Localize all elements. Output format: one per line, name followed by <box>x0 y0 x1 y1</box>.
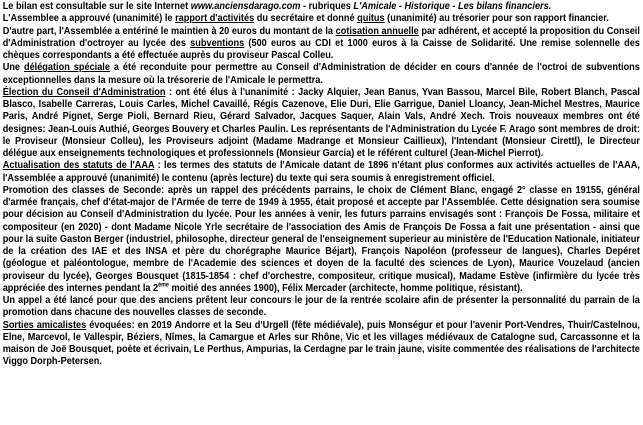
paragraph-text: (unanimité) au trésorier pour son rapport financier. <box>384 13 609 25</box>
paragraph-text: Promotion des classes de Seconde: après un rappel des précédents parrains, le choix de Clément Blanc, engagé 2° classe en 19155, général d'armée français, chef d'état-major de l'Armée de terre de 1949 à 1955, était proposé et accepte par l'Assemblée. Cette désignation sera soumise pour décision au Conseil d'Administration du lycée. Pour les années à venir, les futurs parrains envisagés sont : François De Fossa, militaire et compositeur (en 2020) - dont Madame Nicole Yrle secrétaire de l'association des Amis de François De Fossa a fait une présentation - ainsi que pour la suite Gaston Berger (industriel, philosophe, directeur general de l'enseignement superieur au ministère de l'Education Nationale, initiateur de la création des IAE et des INSA et père du chorégraphe Maurice Béjart), François Napoléon (professeur de langues), Charles Depéret (géologue et paléontologue, membre de l'Academie des sciences et doyen de la faculté des sciences de Lyon), Maurice Vouzelaud (ancien proviseur du lycée), Georges Bousquet (1815-1854 : chef d'orchestre, compositeur, critique musical), Madame Estève (infirmière du lycée très appréciée des internes pendant la 2 <box>2 184 640 294</box>
sorties-heading: Sorties amicalistes <box>2 319 87 331</box>
rapport-paragraph <box>3 13 640 25</box>
paragraph-text: moitié des années 1900), Félix Mercader (architecte, homme politique, résistant). <box>168 282 523 294</box>
rubriques-text: L'Amicale - Historique - Les bilans financiers. <box>353 1 552 12</box>
intro-text: - rubriques <box>300 1 354 12</box>
paragraph-text: par adhérent, et accepté la proposition du Conseil d'Administration d'octroyer au lycée des <box>2 25 640 49</box>
intro-text: Le bilan est consultable sur le site Internet <box>2 1 191 12</box>
cotisation-paragraph <box>3 26 640 63</box>
delegation-paragraph <box>3 62 640 87</box>
paragraph-text: : ont été élus à l'unanimité : Jacky Alquier, Jean Banus, Yvan Bassou, Marcel Bile, Robert Blanch, Pascal Blasco, Isabelle Carreras, Louis Carles, Michel Cavaillé, Régis Cazenove, Elie Duri, Elie Garrigue, Daniel Lloancy, Jean-Michel Mestres, Maurice Paris, André Pignet, Serge Pioli, Bernard Rieu, Gérard Salvador, Jacques Saquer, Alain Vals, André Xech. Trois nouveaux membres ont été designes: Jean-Louis Authié, Georges Bouvery et Charles Paulin. Les représentants de l'Administration du Lycée F. Arago sont membres de droit: le Proviseur (Monsieur Colleu), les Proviseurs adjoint (Madame Madrange et Monsieur Caillieux), l'Intendant (Monsieur Cirettl), le Directeur délégue aux enseignements technologiques et professionnels (Monsieur Garcia) et le référent culturel (Jean-Michel Pierrot). <box>2 86 640 159</box>
statuts-paragraph <box>3 160 640 185</box>
cotisation-heading: cotisation annuelle <box>335 25 419 37</box>
subventions-heading: subventions <box>190 37 245 49</box>
paragraph-text: D'autre part, l'Assemblée a entériné le maintien à 20 euros du montant de la <box>2 25 336 37</box>
paragraph-text: : les termes des statuts de l'Amicale datant de 1896 n'étant plus conformes aux activités actuelles de l'AAA, l'Assemblée a approuvé (unanimité) le contenu (après lecture) du texte qui sera soumis à enregistrement officiel. <box>2 160 640 184</box>
promotion-paragraph <box>3 185 640 295</box>
paragraph-text: Un appel a été lancé pour que des anciens prêtent leur concours le jour de la rentrée scolaire afin de présenter la personnalité du parrain de la promotion dans chacune des nouvelles classes de seconde. <box>2 295 640 319</box>
election-paragraph <box>3 87 640 161</box>
paragraph-text: (500 euros au CDI et 1000 euros à la Caisse de Solidarité. Une remise solennelle des chèques correspondants a été effectuée auprès du proviseur Pascal Colleu. <box>2 37 640 61</box>
paragraph-text: a été reconduite pour permettre au Conseil d'Administration de décider en cours d'année de l'octroi de subventions exceptionnelles dans la mesure où la trésorerie de l'Amicale le permettra. <box>2 62 640 86</box>
statuts-heading: Actualisation des statuts de l'AAA <box>2 160 155 172</box>
paragraph-text: L'Assemblee a approuvé (unanimité) le <box>2 13 176 25</box>
election-heading: Élection du Conseil d'Administration <box>2 86 166 98</box>
intro-paragraph <box>3 1 640 13</box>
superscript: ème <box>158 282 169 289</box>
delegation-heading: délégation spéciale <box>23 62 110 74</box>
website-link[interactable]: www.anciensdarago.com <box>190 1 301 12</box>
sorties-paragraph <box>3 320 640 369</box>
paragraph-text: évoquées: en 2019 Andorre et la Seu d'Urgell (fête médiévale), puis Monségur et pour l'avenir Port-Vendres, Thuir/Castelnou, Elne, Marcevol, le Vallespir, Béziers, Nîmes, la Camargue et Arles sur Rhône, Vic et les villages médiévaux de Catalogne sud, Carcassonne et la maison de Joë Bousquet, poète et écrivain, Le Perthus, Ampurias, la Cerdagne par le train jaune, visite commentée des réalisations de l'architecte Viggo Dorph-Petersen. <box>2 319 640 368</box>
quitus-heading: quitus <box>357 13 385 25</box>
paragraph-text: Une <box>2 62 24 74</box>
paragraph-text: du secrétaire et donné <box>254 13 358 25</box>
appel-paragraph <box>3 295 640 320</box>
rapport-activites-heading: rapport d'activités <box>175 13 255 25</box>
